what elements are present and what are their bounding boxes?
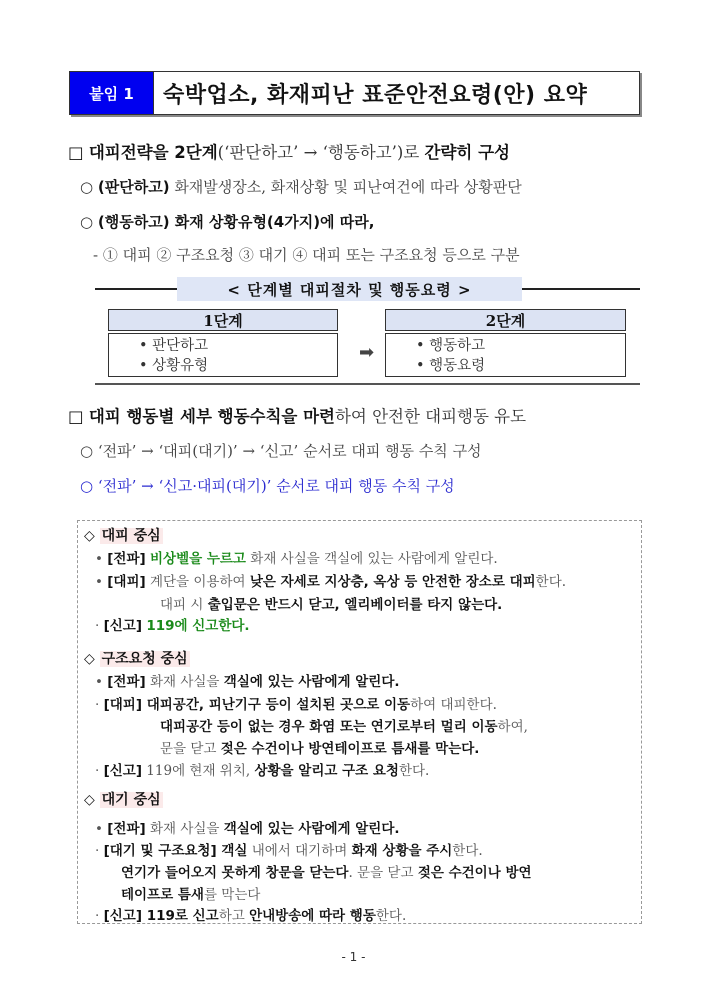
section1-heading: □ 대피전략을 2단계(‘판단하고’ → ‘행동하고’)로 간략히 구성 xyxy=(68,143,510,162)
diamond-marker: ◇ xyxy=(84,651,95,667)
section1-item-act: ○ (행동하고) 화재 상황유형(4가지)에 따라, xyxy=(80,213,375,231)
rule-line: · [신고] 119로 신고하고 안내방송에 따라 행동한다. xyxy=(95,908,407,924)
rule-line: • [전파] 화재 사실을 객실에 있는 사람에게 알린다. xyxy=(95,674,400,690)
section2-item-2: ○ ‘전파’ → ‘신고·대피(대기)’ 순서로 대피 행동 수칙 구성 xyxy=(80,477,455,495)
diamond-marker: ◇ xyxy=(84,528,95,544)
diagram-title: < 단계별 대피절차 및 행동요령 > xyxy=(177,277,522,301)
stage1-header: 1단계 xyxy=(108,309,338,331)
rule-line: • [대피] 계단을 이용하여 낮은 자세로 지상층, 옥상 등 안전한 장소로 대피한다. xyxy=(95,574,567,590)
stage2-header: 2단계 xyxy=(385,309,626,331)
rule-line: 문을 닫고 젖은 수건이나 방연테이프로 틈새를 막는다. xyxy=(160,741,480,757)
arrow-right-icon: ➡ xyxy=(359,342,375,363)
group-rescue-title: ◇ 구조요청 중심 xyxy=(84,651,188,667)
rule-line: · [신고] 119에 신고한다. xyxy=(95,618,250,634)
stage2-body xyxy=(385,333,626,377)
rule-line: · [대기 및 구조요청] 객실 내에서 대기하며 화재 상황을 주시한다. xyxy=(95,843,483,859)
stage2-item: • 행동하고 xyxy=(416,338,486,354)
rule-line: 대피 시 출입문은 반드시 닫고, 엘리베이터를 타지 않는다. xyxy=(160,597,503,613)
group-evacuate-title: ◇ 대피 중심 xyxy=(84,528,161,544)
divider xyxy=(95,288,177,290)
section1-item-judge: ○ (판단하고) 화재발생장소, 화재상황 및 피난여건에 따라 상황판단 xyxy=(80,178,522,196)
divider xyxy=(522,288,640,290)
rule-line: 테이프로 틈새를 막는다 xyxy=(121,887,261,903)
rule-line: · [대피] 대피공간, 피난기구 등이 설치된 곳으로 이동하여 대피한다. xyxy=(95,697,497,713)
section2-heading: □ 대피 행동별 세부 행동수칙을 마련하여 안전한 대피행동 유도 xyxy=(68,407,527,426)
stage1-item: • 판단하고 xyxy=(139,338,209,354)
document-title: 숙박업소, 화재피난 표준안전요령(안) 요약 xyxy=(163,82,588,108)
divider xyxy=(95,383,640,385)
diamond-marker: ◇ xyxy=(84,792,95,808)
circle-marker: ○ xyxy=(80,477,94,495)
stage2-item: • 행동요령 xyxy=(416,358,486,374)
group-wait-title: ◇ 대기 중심 xyxy=(84,792,161,808)
section1-sub-item: - ① 대피 ② 구조요청 ③ 대기 ④ 대피 또는 구조요청 등으로 구분 xyxy=(93,246,520,264)
square-marker: □ xyxy=(68,143,84,162)
circle-marker: ○ xyxy=(80,213,94,231)
rule-line: • [전파] 비상벨을 누르고 화재 사실을 객실에 있는 사람에게 알린다. xyxy=(95,551,498,567)
square-marker: □ xyxy=(68,407,84,426)
circle-marker: ○ xyxy=(80,442,94,460)
section2-item-1: ○ ‘전파’ → ‘대피(대기)’ → ‘신고’ 순서로 대피 행동 수칙 구성 xyxy=(80,442,482,460)
rule-line: • [전파] 화재 사실을 객실에 있는 사람에게 알린다. xyxy=(95,821,400,837)
stage1-body xyxy=(108,333,338,377)
dash-marker: - xyxy=(93,246,99,264)
attachment-tag: 붙임 1 xyxy=(70,72,154,114)
page-number: - 1 - xyxy=(341,950,366,964)
diagram-title-row xyxy=(95,277,640,301)
circle-marker: ○ xyxy=(80,178,94,196)
rule-line: 연기가 들어오지 못하게 창문을 닫는다. 문을 닫고 젖은 수건이나 방연 xyxy=(121,865,532,881)
title-bar xyxy=(69,71,640,115)
rule-line: · [신고] 119에 현재 위치, 상황을 알리고 구조 요청한다. xyxy=(95,763,430,779)
rule-line: 대피공간 등이 없는 경우 화염 또는 연기로부터 멀리 이동하여, xyxy=(160,719,528,735)
stage1-item: • 상황유형 xyxy=(139,358,209,374)
